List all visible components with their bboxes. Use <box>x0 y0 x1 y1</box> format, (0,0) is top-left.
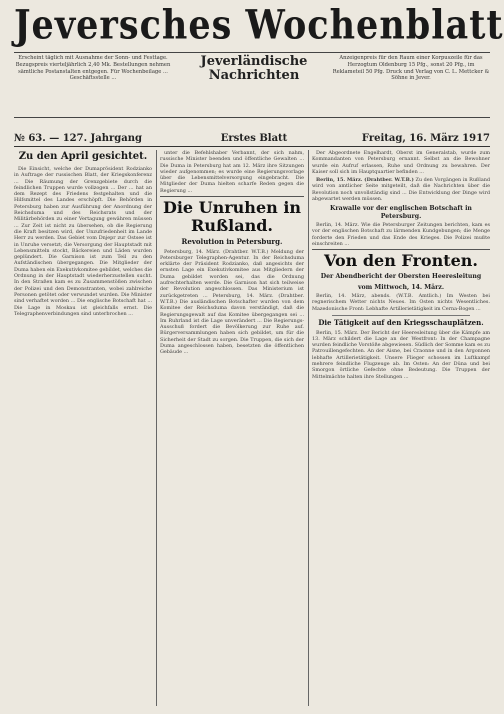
section-body: Berlin, 14. März, abends. (W.T.B. Amtlich.) Im Westen bei regnerischem Wetter nichts Neues. Im Osten nichts Wesentliches. Mazedonische Front: Lebhafte Artillerietätigkeit im Cerna-Bogen ... <box>312 293 490 312</box>
section-date: vom Mittwoch, 14. März. <box>357 283 445 291</box>
column-2 <box>160 150 304 706</box>
article-body-top: Der Abgeordnete Engelhardt, Oberst im Generalstab, wurde zum Kommandanten von Petersburg ernannt. Selbst an die Bewohner wurde ein Aufruf erlassen, Ruhe und Ordnung zu bewahren. Der Kaiser soll sich im Hauptquartier befinden ... <box>312 150 490 175</box>
column-divider <box>156 150 157 706</box>
issue-date: Freitag, 16. März 1917 <box>361 133 490 144</box>
news-item-body: Zu den Vorgängen in Rußland wird von amtlicher Seite mitgeteilt, daß die Nachrichten über die Revolution noch unvollständig sind ... Die Entwicklung der Dinge wird abgewartet werden müssen. <box>312 177 490 203</box>
issue-no: № 63. <box>14 133 46 144</box>
section-subheadline: Der Abendbericht der Obersten Heeresleitung <box>320 273 482 281</box>
column-1 <box>14 150 152 706</box>
news-item-headline: Die Tätigkeit auf den Kriegsschauplätzen. <box>318 318 484 328</box>
news-item-headline: Krawalle vor der englischen Botschaft in Petersburg. <box>330 205 472 220</box>
subtitle: Jeverländische Nachrichten <box>200 54 308 83</box>
column-3 <box>312 150 490 706</box>
article-headline-revolution: Die Unruhen in Rußland. <box>160 196 304 235</box>
article-body: Petersburg, 14. März. (Drahtber. W.T.B.) Meldung der Petersburger Telegraphen-Agentur. In der Reichsduma erklärte der Präsident Rodzianko, daß angesichts der ernsten Lage ein Exekutivkomitee aus Mitgliedern der Duma gebildet worden sei, das die Ordnung aufrechterhalten werde. Die Garnison hat sich teilweise der Revolution angeschlossen. Das Ministerium ist zurückgetreten ... Petersburg, 14. März. (Drahtber. W.T.B.) Die ausländischen Botschafter wurden von dem Komitee der Reichsduma davon verständigt, daß die Regierungsgewalt auf das Komitee übergegangen sei ... Im Ruhrland ist die Lage unverändert ... Die Regierungs-Ausschuß fordert die Bevölkerung zur Ruhe auf. Bürgerversammlungen haben sich gebildet, um für die Sicherheit der Stadt zu sorgen. Die Truppen, die sich der Duma angeschlossen haben, besetzten die öffentlichen Gebäude ... <box>160 248 304 356</box>
article-body: Die Einsicht, welche der Dumaprösident Rodzianko in Auftrage der russischen Blatt, der Kriegskonferenz ... Die Räumung der Grenzgebiete durch die feindlichen Truppen wurde vollzogen ... Der ... hat an dem Rezept des Friedens festgehalten und die Hilfsmittel des Landes erschöpft. Die Behörden in Petersburg haben zur Ausführung der Anordnung der Reichsduma und des Reichsrats und der Militärbehörden zu einer Vertagung gewähren müssen ... Zur Zeit ist nicht zu übersehen, ob die Regierung die Kraft besitzen wird, der Unzufriedenheit im Lande Herr zu werden. Das Gebiet vom Dnjepr zur Ostsee ist in Unruhe versetzt; die Versorgung der Hauptstadt mit Lebensmitteln stockt, Bäckereien und Läden wurden geplündert. Die Garnison ist zum Teil zu den Aufständischen übergegangen. Die Mitglieder der Duma haben ein Exekutivkomitee gebildet, welches die Ordnung in der Hauptstadt wiederherzustellen sucht. In den Straßen kam es zu Zusammenstößen zwischen der Polizei und den Demonstranten, wobei zahlreiche Personen getötet oder verwundet wurden. Die Minister sind verhaftet worden ... Die englische Botschaft hat ... Die Lage in Moskau ist gleichfalls ernst. Die Telegraphenverbindungen sind unterbrochen ... <box>14 166 152 317</box>
subscription-info: Erscheint täglich mit Ausnahme der Sonn- und Festtage. Bezugspreis vierteljährlich 2,40 Mk. Bestellungen nehmen sämtliche Postanstalten entgegen. Für Wochenbeilage ... Geschäftsstelle ... <box>15 55 171 82</box>
news-item <box>312 177 490 202</box>
article-headline: Zu den April gesichtet. <box>18 151 148 162</box>
dateline <box>14 133 490 147</box>
column-divider <box>308 150 309 706</box>
article-subheadline: Revolution in Petersburg. <box>181 237 283 247</box>
news-item-body: Berlin, 14. März. Wie die Petersburger Zeitungen berichten, kam es vor der englischen Botschaft zu lärmenden Kundgebungen; die Menge forderte den Frieden und das Ende des Krieges. Die Polizei mußte einschreiten ... <box>312 222 490 248</box>
volume: — 127. Jahrgang <box>49 133 143 144</box>
edition: Erstes Blatt <box>220 133 288 144</box>
issue-number <box>14 133 142 145</box>
article-body-top: unter die Befehlshaber Verbannt, der sich nahm, russische Minister beenden und öffentliche Gewalten ... Die Duma in Petersburg hat am 12. März ihre Sitzungen wieder aufgenommen; es wurde eine Regierungsvorlage über die Lebensmittelversorgung eingebracht. Die Mitglieder der Duma hielten scharfe Reden gegen die Regierung ... <box>160 150 304 194</box>
section-headline: Von den Fronten. <box>312 249 490 270</box>
masthead-title: Jeversches Wochenblatt <box>14 1 504 49</box>
divider <box>332 315 470 316</box>
news-item-dateline: Berlin, 15. März. (Drahtber. W.T.B.) <box>316 177 414 184</box>
advertising-info: Anzeigenpreis für den Raum einer Korpuszeile für das Herzogtum Oldenburg 15 Pfg., sonst 20 Pfg., im Reklameteil 50 Pfg. Druck und Verlag von C. L. Mettcker & Söhne in Jever. <box>332 55 490 82</box>
header-band <box>14 52 490 118</box>
news-item-body: Berlin, 15. März. Der Bericht der Heeresleitung über die Kämpfe am 13. März schildert die Lage an der Westfront: In der Champagne wurden feindliche Vorstöße abgewiesen. Südlich der Somme kam es zu Patrouillengefechten. An der Aisne, bei Craonne und in den Argonnen lebhafte Artillerietätigkeit. Unsere Flieger schossen im Luftkampf mehrere feindliche Flugzeuge ab. Im Osten: An der Düna und bei Smorgon örtliche Gefechte ohne Bedeutung. Die Truppen der Mittelmächte halten ihre Stellungen ... <box>312 329 490 380</box>
